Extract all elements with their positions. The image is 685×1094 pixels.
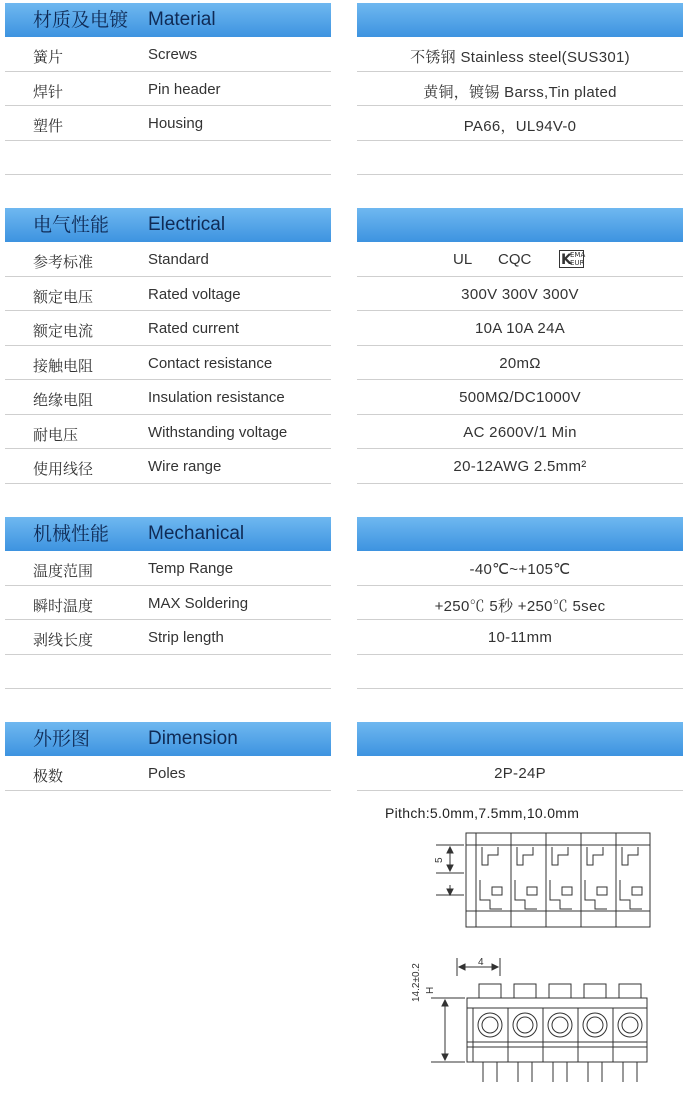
row-value: 2P-24P	[494, 765, 546, 782]
table-row	[0, 141, 685, 176]
dim-width-label: 4	[478, 957, 484, 968]
kema-keur-logo: K EMA EUR	[561, 251, 586, 268]
row-label-en: Housing	[148, 115, 204, 132]
electrical-title-zh: 电气性能	[33, 214, 110, 236]
row-value: +250℃ 5秒 +250℃ 5sec	[434, 597, 606, 615]
row-label-en: Insulation resistance	[148, 389, 285, 406]
table-row	[0, 311, 685, 346]
row-value: 20mΩ	[499, 354, 541, 372]
row-label-zh: 耐电压	[33, 425, 79, 444]
row-label-zh: 绝缘电阻	[33, 391, 94, 409]
electrical-header	[5, 208, 331, 242]
electrical-title-en: Electrical	[148, 214, 226, 235]
table-row	[0, 72, 685, 107]
row-label-en: Withstanding voltage	[148, 423, 288, 441]
mechanical-title-zh: 机械性能	[33, 523, 110, 545]
cqc-mark: CQC	[498, 251, 532, 268]
ul-mark: UL	[453, 251, 473, 268]
dimension-title-zh: 外形图	[33, 728, 91, 750]
top-view-drawing	[430, 825, 670, 935]
material-header-right	[357, 3, 683, 37]
row-label-en: Temp Range	[148, 560, 234, 577]
table-row	[0, 380, 685, 415]
table-row	[0, 586, 685, 621]
mechanical-header-right	[357, 517, 683, 551]
row-label-en: Rated current	[148, 320, 239, 337]
row-label-zh: 焊针	[33, 82, 64, 101]
row-value: 20-12AWG 2.5mm²	[453, 458, 587, 475]
table-row	[0, 756, 685, 791]
dimension-header	[5, 722, 331, 756]
row-label-zh: 簧片	[33, 48, 64, 66]
dimension-title-en: Dimension	[148, 728, 238, 749]
table-row	[0, 620, 685, 655]
pitch-label: Pithch:5.0mm,7.5mm,10.0mm	[385, 805, 580, 821]
row-label-en: Pin header	[148, 80, 221, 98]
row-value: 10-11mm	[487, 629, 553, 646]
row-label-en: Rated voltage	[148, 285, 241, 303]
table-row	[0, 346, 685, 381]
row-label-en: Poles	[148, 765, 186, 782]
row-value: 10A 10A 24A	[474, 320, 566, 337]
standard-label-zh: 参考标准	[33, 253, 94, 271]
row-value: -40℃~+105℃	[469, 561, 571, 578]
material-header	[5, 3, 331, 37]
table-row	[0, 277, 685, 312]
standard-row	[0, 242, 685, 277]
standard-label-en: Standard	[148, 251, 209, 268]
row-label-zh: 瞬时温度	[33, 596, 94, 615]
row-value: PA66，UL94V-0	[463, 118, 577, 135]
row-label-zh: 接触电阻	[33, 356, 94, 375]
table-row	[0, 37, 685, 72]
table-row	[0, 551, 685, 586]
table-row	[0, 449, 685, 484]
row-label-en: Strip length	[148, 629, 224, 646]
row-value: 黄铜，镀锡 Barss,Tin plated	[423, 83, 617, 101]
mechanical-header	[5, 517, 331, 551]
row-label-zh: 额定电压	[33, 287, 94, 306]
row-value: 不锈钢 Stainless steel(SUS301)	[410, 49, 630, 66]
row-label-zh: 极数	[33, 767, 64, 785]
row-value: 500MΩ/DC1000V	[459, 389, 581, 406]
row-label-zh: 塑件	[33, 117, 64, 135]
dim-h-label: H	[425, 986, 436, 994]
row-label-en: MAX Soldering	[148, 594, 249, 612]
table-row	[0, 106, 685, 141]
material-title-en: Material	[148, 9, 216, 30]
electrical-header-right	[357, 208, 683, 242]
mechanical-title-en: Mechanical	[148, 523, 245, 544]
row-label-zh: 剥线长度	[33, 631, 94, 649]
row-label-en: Screws	[148, 46, 198, 63]
row-label-zh: 使用线径	[33, 460, 94, 478]
row-label-en: Wire range	[148, 458, 222, 475]
front-view-drawing	[405, 950, 665, 1090]
dimension-header-right	[357, 722, 683, 756]
row-label-zh: 额定电流	[33, 322, 94, 340]
material-title-zh: 材质及电镀	[33, 9, 129, 31]
row-value: AC 2600V/1 Min	[463, 423, 577, 441]
dim-top-label: 5	[434, 857, 445, 863]
row-value: 300V 300V 300V	[461, 285, 579, 303]
table-row	[0, 415, 685, 450]
row-label-en: Contact resistance	[148, 354, 273, 372]
row-label-zh: 温度范围	[33, 562, 94, 580]
table-row	[0, 655, 685, 690]
dim-height-label: 14.2±0.2	[411, 963, 422, 1002]
